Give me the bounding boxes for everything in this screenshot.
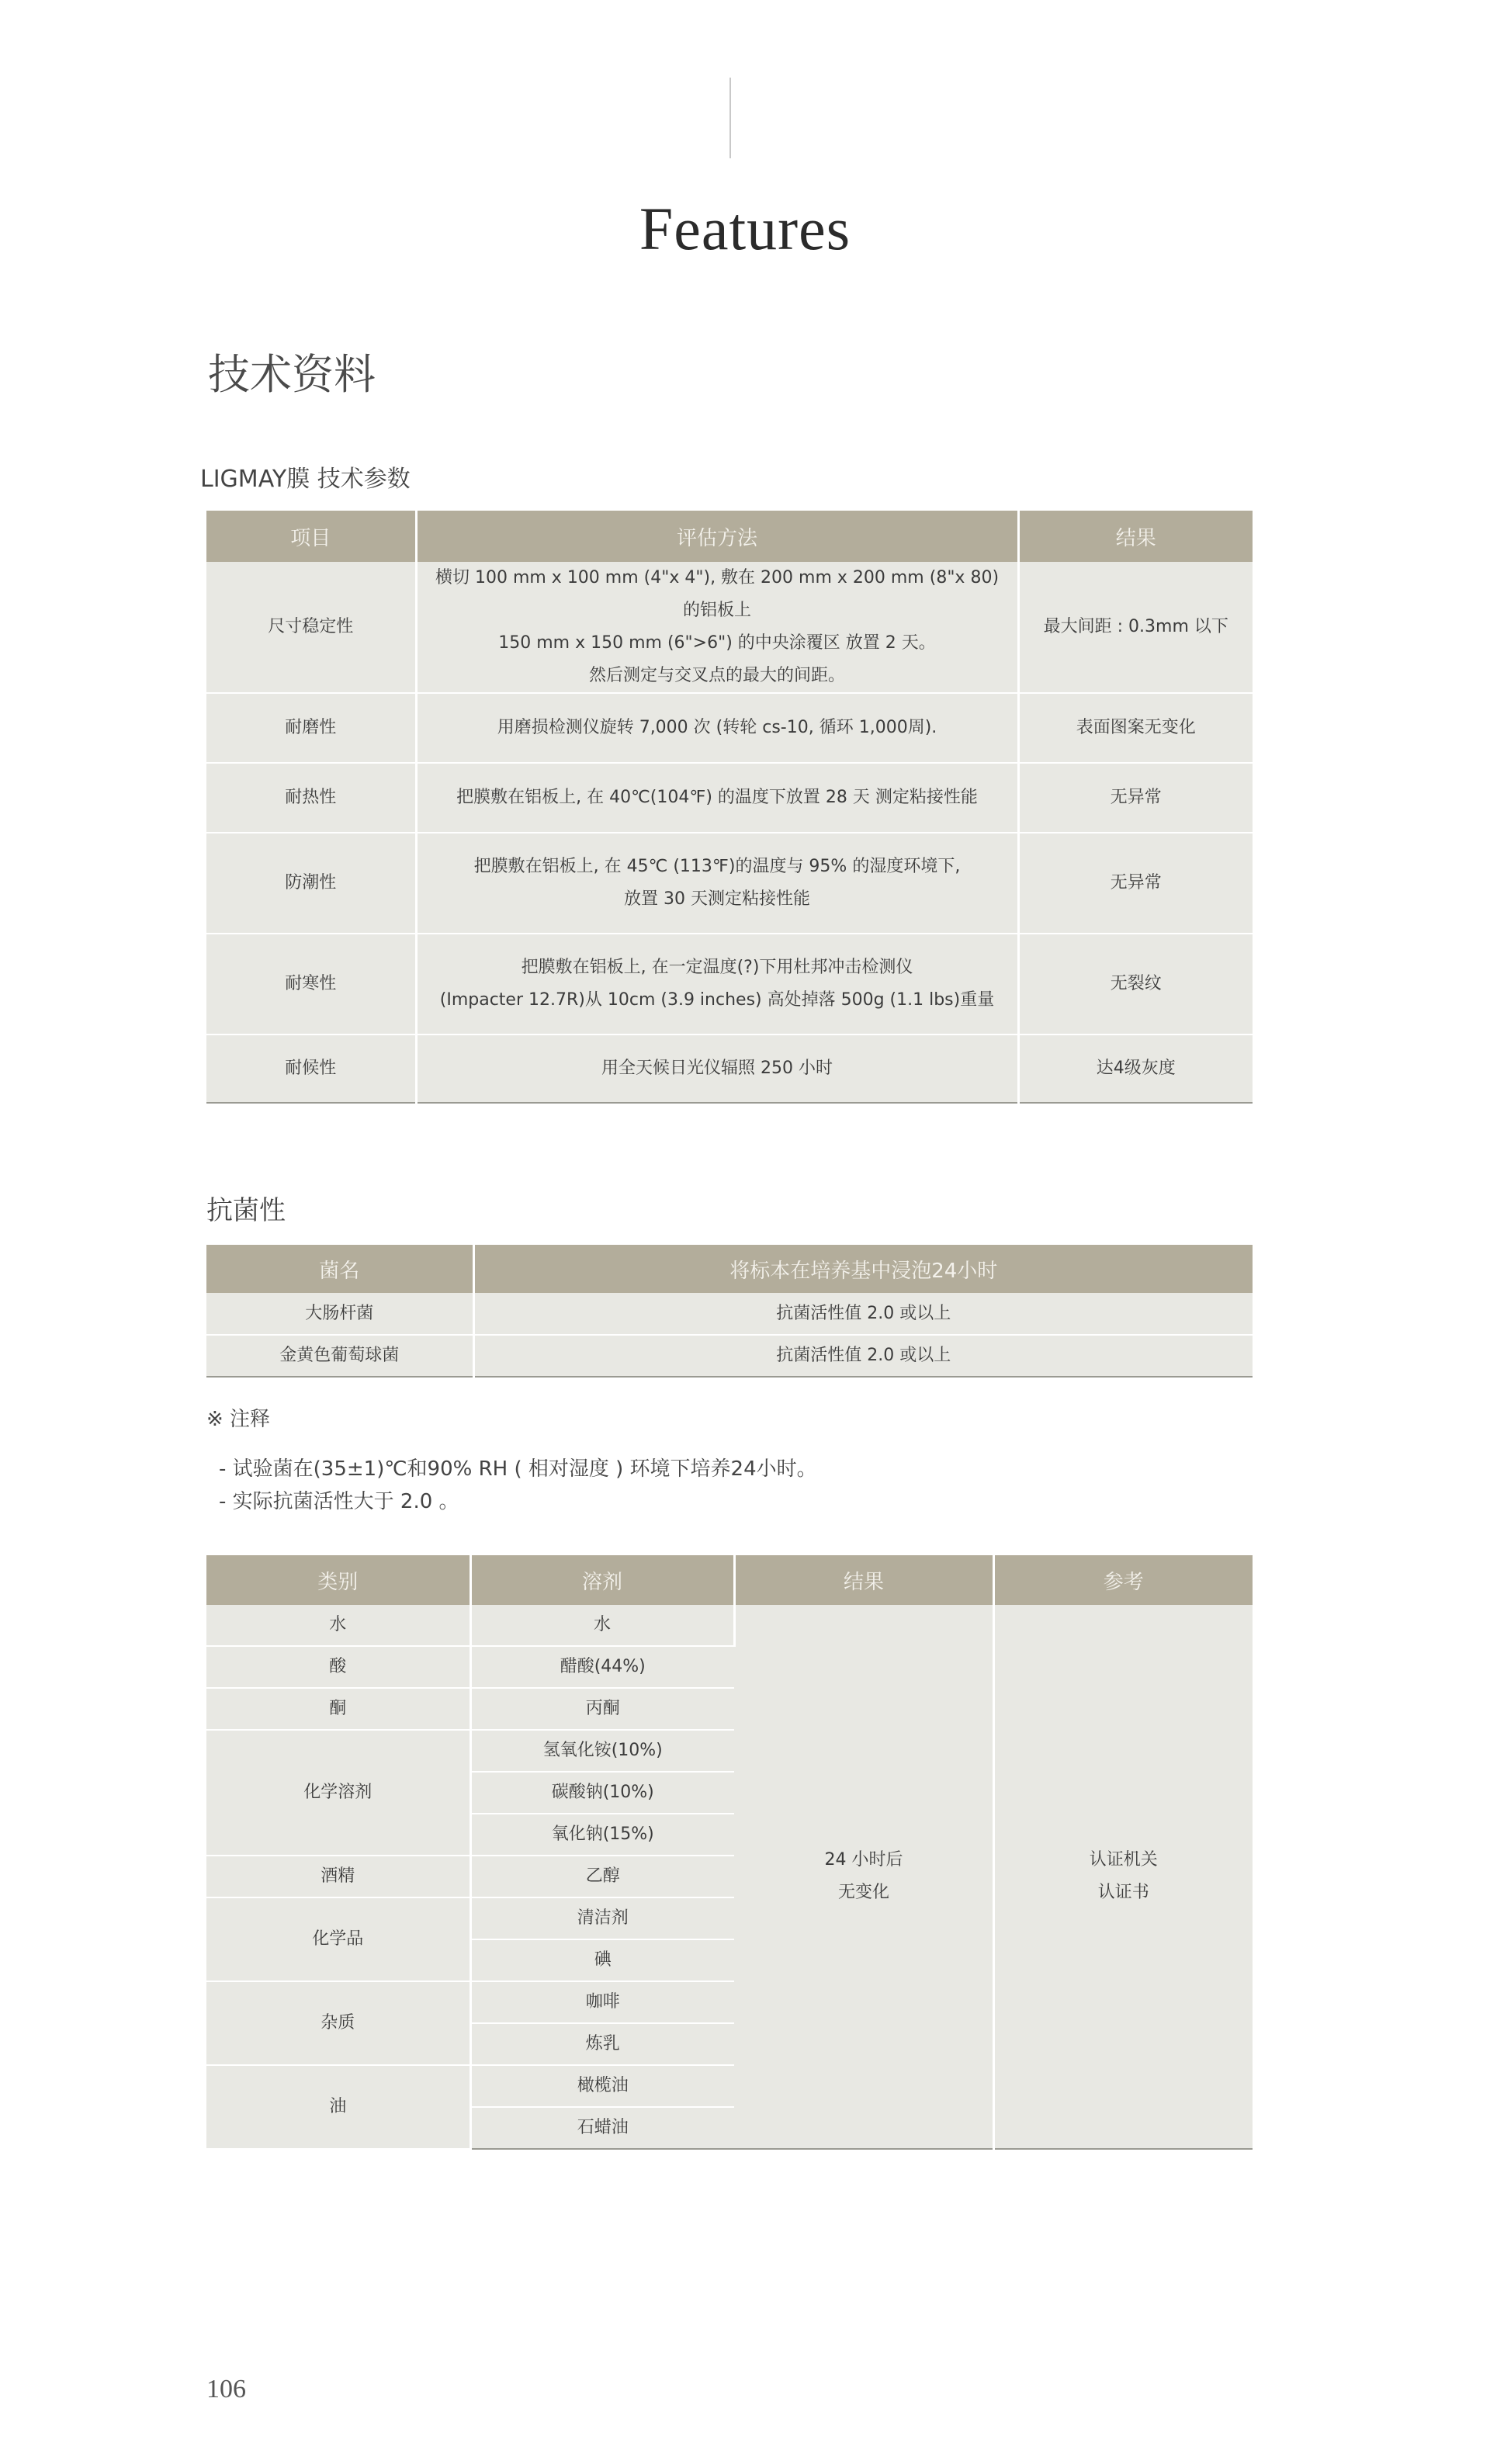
result-cell: 无裂纹 — [1018, 934, 1253, 1034]
table-header-row — [206, 511, 1253, 562]
method-cell: 横切 100 mm x 100 mm (4"x 4"), 敷在 200 mm x 200 mm (8"x 80) 的铝板上 150 mm x 150 mm (6">6") 的中央涂覆区 放置 2 天。 然后测定与交叉点的最大的间距。 — [416, 562, 1018, 693]
method-cell: 用磨损检测仪旋转 7,000 次 (转轮 cs-10, 循环 1,000周). — [416, 693, 1018, 763]
table-row — [206, 1034, 1253, 1103]
method-cell: 把膜敷在铝板上, 在 45℃ (113℉)的温度与 95% 的湿度环境下, 放置 30 天测定粘接性能 — [416, 833, 1018, 934]
category-cell: 油 — [206, 2065, 470, 2149]
table-row — [206, 763, 1253, 833]
solvent-cell: 氢氧化铵(10%) — [470, 1730, 734, 1772]
solvent-cell: 乙醇 — [470, 1856, 734, 1897]
table-row — [206, 1335, 1253, 1377]
note-line: - 试验菌在(35±1)℃和90% RH ( 相对湿度 ) 环境下培养24小时。 — [219, 1457, 817, 1481]
method-cell: 把膜敷在铝板上, 在 40℃(104℉) 的温度下放置 28 天 测定粘接性能 — [416, 763, 1018, 833]
antibacterial-section-title: 抗菌性 — [206, 1195, 286, 1226]
result-cell: 表面图案无变化 — [1018, 693, 1253, 763]
header-bacteria-name: 菌名 — [206, 1245, 473, 1293]
solvent-cell: 炼乳 — [470, 2023, 734, 2065]
bacteria-name-cell: 大肠杆菌 — [206, 1293, 473, 1335]
solvent-cell: 丙酮 — [470, 1688, 734, 1730]
solvent-cell: 清洁剂 — [470, 1897, 734, 1939]
antibacterial-table — [206, 1245, 1253, 1378]
category-cell: 化学品 — [206, 1897, 470, 1981]
solvent-cell: 碳酸钠(10%) — [470, 1772, 734, 1814]
result-cell: 达4级灰度 — [1018, 1034, 1253, 1103]
solvent-cell: 氧化钠(15%) — [470, 1814, 734, 1856]
method-cell: 把膜敷在铝板上, 在一定温度(?)下用杜邦冲击检测仪 (Impacter 12.7R)从 10cm (3.9 inches) 高处掉落 500g (1.1 lbs)重量 — [416, 934, 1018, 1034]
item-cell: 防潮性 — [206, 833, 416, 934]
tech-table-caption: LIGMAY膜 技术参数 — [200, 466, 411, 493]
item-cell: 耐寒性 — [206, 934, 416, 1034]
category-cell: 水 — [206, 1605, 470, 1646]
solvent-cell: 石蜡油 — [470, 2107, 734, 2149]
header-solvent: 溶剂 — [470, 1555, 734, 1605]
header-immersion: 将标本在培养基中浸泡24小时 — [473, 1245, 1253, 1293]
note-line: - 实际抗菌活性大于 2.0 。 — [219, 1490, 459, 1513]
header-item: 项目 — [206, 511, 416, 562]
table-row — [206, 1293, 1253, 1335]
table-row — [206, 693, 1253, 763]
page-title: Features — [639, 195, 851, 262]
header-method: 评估方法 — [416, 511, 1018, 562]
reference-cell: 认证机关 认证书 — [993, 1605, 1253, 2149]
item-cell: 尺寸稳定性 — [206, 562, 416, 693]
table-row — [206, 562, 1253, 693]
solvent-cell: 水 — [470, 1605, 734, 1646]
method-cell: 用全天候日光仪辐照 250 小时 — [416, 1034, 1018, 1103]
table-row — [206, 1605, 1253, 1646]
result-cell: 最大间距 : 0.3mm 以下 — [1018, 562, 1253, 693]
solvent-cell: 橄榄油 — [470, 2065, 734, 2107]
page-number: 106 — [206, 2375, 246, 2403]
result-cell: 无异常 — [1018, 763, 1253, 833]
tech-spec-table — [206, 511, 1253, 1104]
solvent-cell: 咖啡 — [470, 1981, 734, 2023]
result-cell: 无异常 — [1018, 833, 1253, 934]
top-divider-line — [729, 78, 731, 158]
table-header-row — [206, 1245, 1253, 1293]
item-cell: 耐候性 — [206, 1034, 416, 1103]
category-cell: 化学溶剂 — [206, 1730, 470, 1856]
section-title: 技术资料 — [208, 350, 376, 399]
category-cell: 酸 — [206, 1646, 470, 1688]
table-row — [206, 934, 1253, 1034]
item-cell: 耐热性 — [206, 763, 416, 833]
header-result: 结果 — [1018, 511, 1253, 562]
chemical-resistance-table — [206, 1555, 1253, 2150]
activity-value-cell: 抗菌活性值 2.0 或以上 — [473, 1293, 1253, 1335]
category-cell: 杂质 — [206, 1981, 470, 2065]
table-header-row — [206, 1555, 1253, 1605]
header-reference: 参考 — [993, 1555, 1253, 1605]
item-cell: 耐磨性 — [206, 693, 416, 763]
solvent-cell: 碘 — [470, 1939, 734, 1981]
solvent-cell: 醋酸(44%) — [470, 1646, 734, 1688]
activity-value-cell: 抗菌活性值 2.0 或以上 — [473, 1335, 1253, 1377]
result-cell: 24 小时后 无变化 — [734, 1605, 993, 2149]
category-cell: 酒精 — [206, 1856, 470, 1897]
notes-title: ※ 注释 — [206, 1408, 271, 1431]
category-cell: 酮 — [206, 1688, 470, 1730]
table-row — [206, 833, 1253, 934]
header-category: 类别 — [206, 1555, 470, 1605]
header-result: 结果 — [734, 1555, 993, 1605]
bacteria-name-cell: 金黄色葡萄球菌 — [206, 1335, 473, 1377]
